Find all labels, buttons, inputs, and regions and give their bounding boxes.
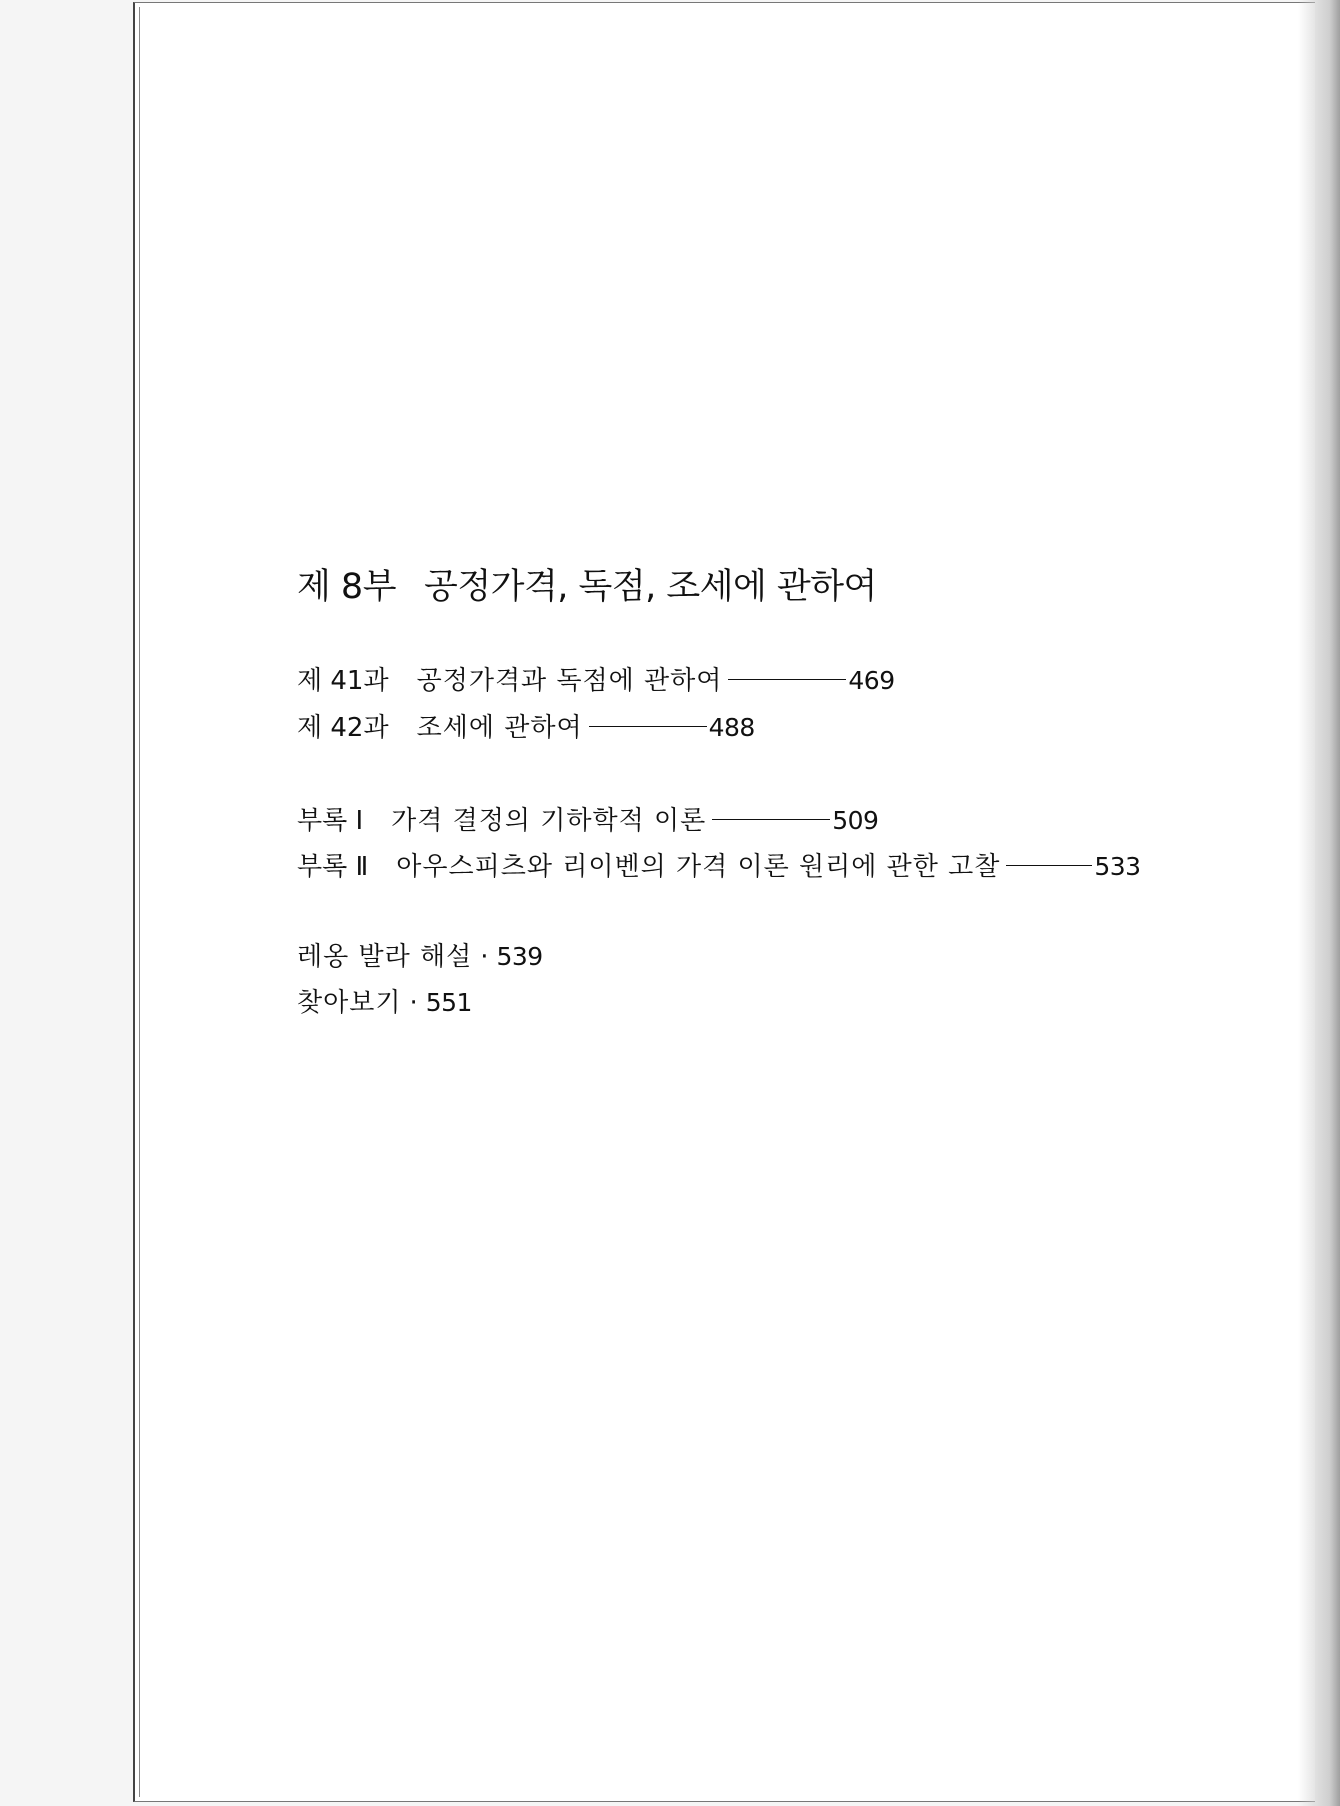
toc-entry-lesson-41[interactable] <box>297 664 895 698</box>
separator-dot: · <box>409 988 418 1018</box>
lesson-label: 제 42과 <box>297 713 389 743</box>
lesson-label: 제 41과 <box>297 666 389 696</box>
part-title: 공정가격, 독점, 조세에 관하여 <box>424 567 877 607</box>
extra-title: 레옹 발라 해설 <box>297 942 473 972</box>
toc-entry-lesson-42[interactable] <box>297 711 755 745</box>
part-heading <box>297 566 877 608</box>
page-number: 539 <box>496 942 543 971</box>
leader-line <box>712 819 830 820</box>
appendix-label: 부록 Ⅱ <box>297 852 369 882</box>
book-page <box>133 2 1315 1802</box>
lesson-title: 조세에 관하여 <box>416 713 583 743</box>
page-number: 488 <box>708 713 755 742</box>
appendix-title: 가격 결정의 기하학적 이론 <box>391 806 707 836</box>
page-number: 533 <box>1094 852 1141 881</box>
part-label: 제 8부 <box>297 567 397 607</box>
toc-entry-appendix-1[interactable] <box>297 804 878 838</box>
page-edge-shadow <box>1298 0 1340 1806</box>
page-number: 469 <box>848 666 895 695</box>
extra-title: 찾아보기 <box>297 988 402 1018</box>
leader-line <box>589 726 707 727</box>
lesson-title: 공정가격과 독점에 관하여 <box>416 666 723 696</box>
page-number: 551 <box>425 988 472 1017</box>
separator-dot: · <box>480 942 489 972</box>
page-number: 509 <box>832 806 879 835</box>
toc-entry-commentary[interactable] <box>297 940 543 974</box>
toc-entry-appendix-2[interactable] <box>297 850 1141 884</box>
toc-entry-index[interactable] <box>297 986 472 1020</box>
appendix-label: 부록 Ⅰ <box>297 806 364 836</box>
leader-line <box>1006 865 1092 866</box>
appendix-title: 아우스피츠와 리이벤의 가격 이론 원리에 관한 고찰 <box>396 852 1001 882</box>
leader-line <box>728 679 846 680</box>
